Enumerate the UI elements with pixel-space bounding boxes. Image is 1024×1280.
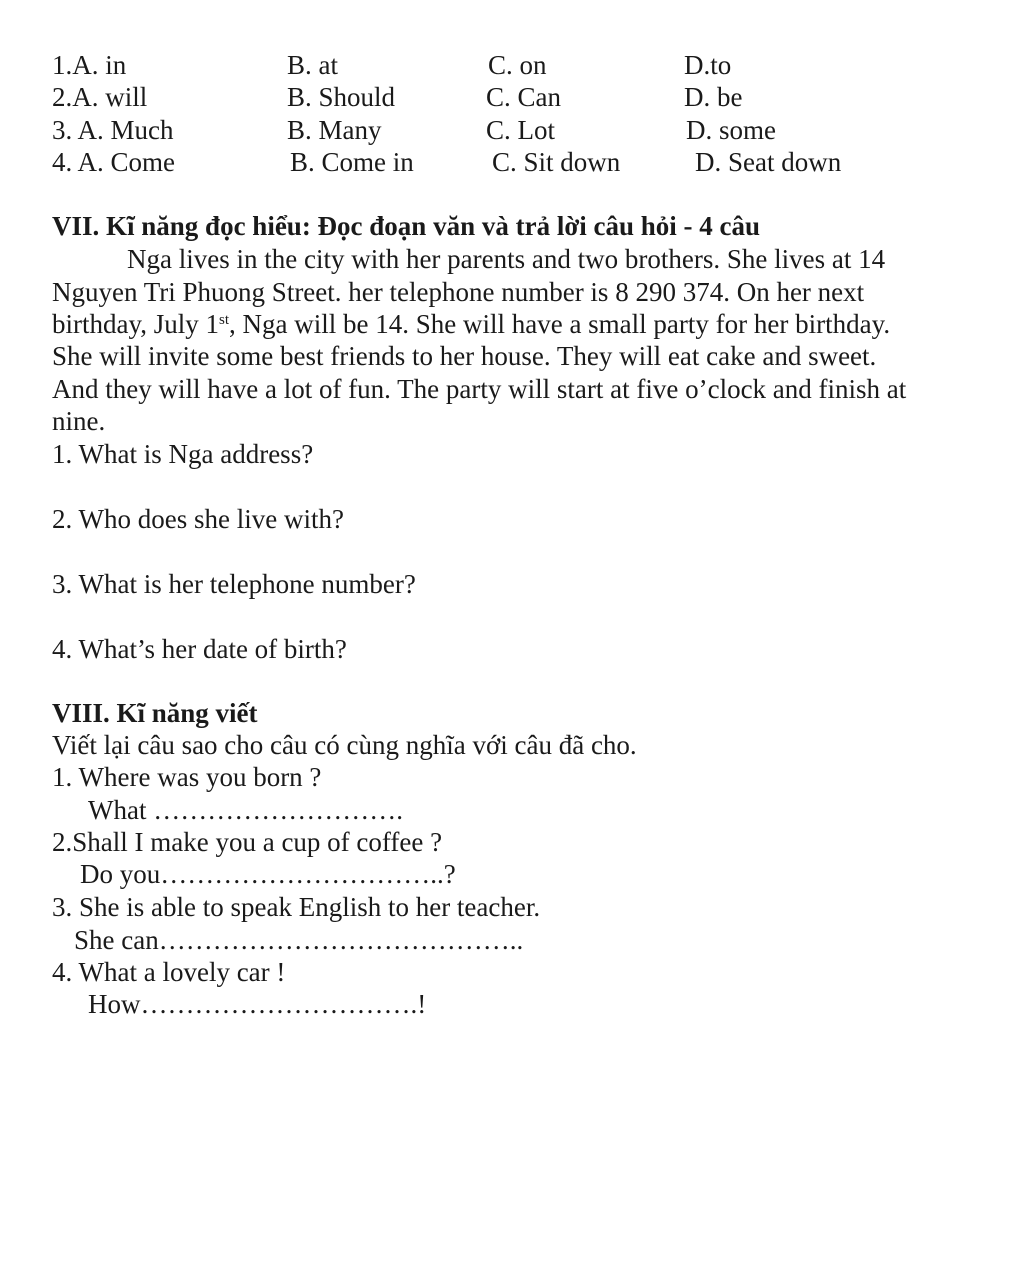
mc-option-c: C. on xyxy=(488,50,547,80)
mc-option-a: 2.A. will xyxy=(52,82,148,112)
mc-option-c: C. Can xyxy=(486,82,562,112)
writing-prompt-3: 3. She is able to speak English to her teacher. xyxy=(52,892,541,922)
mc-question-1 xyxy=(0,49,1024,81)
passage-line-6: nine. xyxy=(52,406,106,436)
writing-answer-4: How………………………….! xyxy=(88,989,427,1019)
mc-question-3 xyxy=(0,114,1024,146)
passage-line-3-start: birthday, July 1 xyxy=(52,309,219,339)
passage-line-5: And they will have a lot of fun. The party will start at five o’clock and finish at xyxy=(52,374,907,404)
mc-option-c: C. Sit down xyxy=(492,147,621,177)
mc-option-d: D. be xyxy=(684,82,743,112)
mc-option-b: B. Come in xyxy=(290,147,414,177)
passage-line-4: She will invite some best friends to her house. They will eat cake and sweet. xyxy=(52,341,877,371)
passage-line-3 xyxy=(52,308,890,340)
passage-line-3-end: , Nga will be 14. She will have a small party for her birthday. xyxy=(229,309,891,339)
mc-option-b: B. Should xyxy=(287,82,396,112)
mc-option-d: D.to xyxy=(684,50,732,80)
writing-prompt-2: 2.Shall I make you a cup of coffee ? xyxy=(52,827,443,857)
writing-prompt-1: 1. Where was you born ? xyxy=(52,762,322,792)
ordinal-suffix: st xyxy=(218,312,229,328)
mc-question-4 xyxy=(0,146,1024,178)
writing-instruction: Viết lại câu sao cho câu có cùng nghĩa với câu đã cho. xyxy=(52,730,637,760)
reading-question-1: 1. What is Nga address? xyxy=(52,439,314,469)
mc-option-a: 4. A. Come xyxy=(52,147,176,177)
reading-question-4: 4. What’s her date of birth? xyxy=(52,634,347,664)
mc-option-b: B. Many xyxy=(287,115,382,145)
mc-option-b: B. at xyxy=(287,50,338,80)
mc-option-d: D. some xyxy=(686,115,776,145)
mc-option-a: 1.A. in xyxy=(52,50,127,80)
writing-answer-3: She can………………………………….. xyxy=(74,925,524,955)
writing-answer-2: Do you…………………………..? xyxy=(80,859,456,889)
mc-option-c: C. Lot xyxy=(486,115,556,145)
writing-section-heading: VIII. Kĩ năng viết xyxy=(52,698,258,728)
reading-section-heading: VII. Kĩ năng đọc hiểu: Đọc đoạn văn và trả lời câu hỏi - 4 câu xyxy=(52,211,761,241)
reading-question-3: 3. What is her telephone number? xyxy=(52,569,416,599)
reading-question-2: 2. Who does she live with? xyxy=(52,504,344,534)
writing-answer-1: What ………………………. xyxy=(88,795,403,825)
mc-option-a: 3. A. Much xyxy=(52,115,174,145)
passage-line-2: Nguyen Tri Phuong Street. her telephone number is 8 290 374. On her next xyxy=(52,277,865,307)
mc-question-2 xyxy=(0,81,1024,113)
mc-option-d: D. Seat down xyxy=(695,147,842,177)
writing-prompt-4: 4. What a lovely car ! xyxy=(52,957,286,987)
passage-line-1: Nga lives in the city with her parents and two brothers. She lives at 14 xyxy=(127,244,886,274)
